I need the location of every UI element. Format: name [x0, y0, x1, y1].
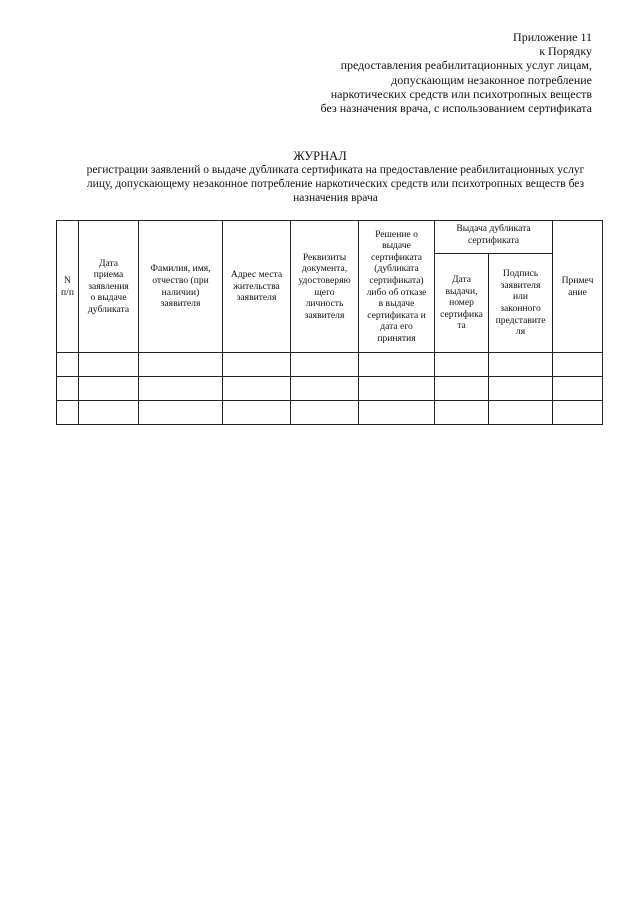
table-cell: [57, 353, 79, 377]
table-cell: [553, 377, 603, 401]
table-row: [57, 353, 603, 377]
journal-subtitle-line: лицу, допускающему незаконное потребление наркотических средств или психотропных веществ без: [86, 178, 585, 190]
appendix-line: допускающим незаконное потребление: [391, 72, 592, 87]
table-cell: [139, 353, 223, 377]
journal-subtitle-line: регистрации заявлений о выдаче дубликата сертификата на предоставление реабилитационных услуг: [86, 164, 585, 176]
table-cell: [489, 377, 553, 401]
table-cell: [139, 377, 223, 401]
column-header-issue-group: Выдача дубликата сертификата: [435, 221, 553, 254]
column-header-signature: Подпись заявителя или законного представите ля: [489, 254, 553, 353]
table-cell: [489, 353, 553, 377]
table-cell: [57, 401, 79, 425]
appendix-header: [232, 30, 592, 115]
table-cell: [359, 377, 435, 401]
table-cell: [435, 377, 489, 401]
table-cell: [223, 353, 291, 377]
table-cell: [435, 401, 489, 425]
column-header-decision: Решение о выдаче сертификата (дубликата сертификата) либо об отказе в выдаче сертификата и дата его принятия: [359, 221, 435, 353]
registration-table: [56, 220, 603, 425]
appendix-line: предоставления реабилитационных услуг лицам,: [340, 58, 592, 73]
column-header-issue-date: Дата выдачи, номер сертифика та: [435, 254, 489, 353]
appendix-line: Приложение 11: [513, 30, 592, 44]
journal-subtitle-line: назначения врача: [293, 192, 378, 204]
table-cell: [223, 401, 291, 425]
column-header-notes: Примеч ание: [553, 221, 603, 353]
column-header-id-document: Реквизиты документа, удостоверяю щего личность заявителя: [291, 221, 359, 353]
table-row: [57, 377, 603, 401]
table-cell: [291, 377, 359, 401]
appendix-line: наркотических средств или психотропных веществ: [330, 86, 592, 101]
table-cell: [435, 353, 489, 377]
table-cell: [57, 377, 79, 401]
table-cell: [553, 353, 603, 377]
table-cell: [359, 401, 435, 425]
journal-subtitle: [48, 163, 623, 205]
table-cell: [79, 353, 139, 377]
table-cell: [79, 377, 139, 401]
table-cell: [489, 401, 553, 425]
table-row: [57, 401, 603, 425]
column-header-address: Адрес места жительства заявителя: [223, 221, 291, 353]
appendix-line: без назначения врача, с использованием сертификата: [320, 101, 592, 116]
table-cell: [79, 401, 139, 425]
table-cell: [139, 401, 223, 425]
table-cell: [223, 377, 291, 401]
table-cell: [359, 353, 435, 377]
column-header-full-name: Фамилия, имя, отчество (при наличии) заявителя: [139, 221, 223, 353]
table-cell: [291, 401, 359, 425]
table-cell: [553, 401, 603, 425]
journal-title: ЖУРНАЛ: [293, 149, 347, 163]
column-header-number: N п/п: [57, 221, 79, 353]
table-cell: [291, 353, 359, 377]
column-header-date-received: Дата приема заявления о выдаче дубликата: [79, 221, 139, 353]
appendix-line: к Порядку: [539, 44, 592, 59]
